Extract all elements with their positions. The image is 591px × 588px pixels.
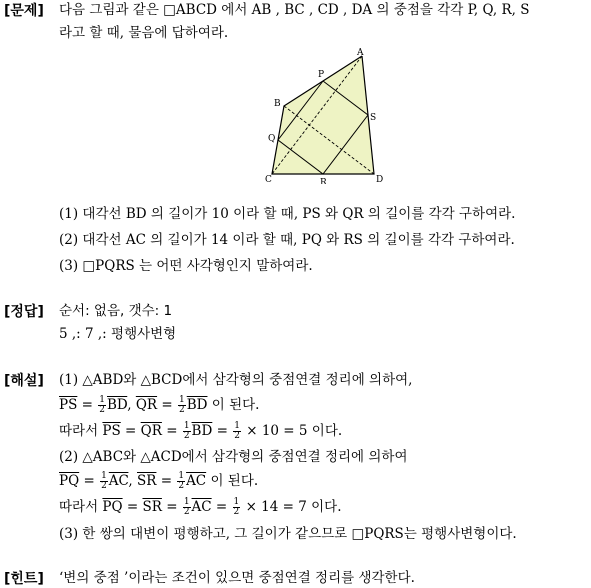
problem-line-2: 라고 할 때, 물음에 답하여라. — [59, 25, 229, 41]
question-3: (3) □PQRS 는 어떤 사각형인지 말하여라. — [59, 258, 313, 274]
solution-line-3: 따라서 $\overline{PS} = \overline{QR}$ = $\frac{1}{2}$ $\overline{BD}$ = $\frac{1}{2}$ × 10 = 5 이다. — [59, 421, 343, 441]
fraction-half: $\frac{1}{2}$ — [233, 497, 240, 517]
fraction-half: $\frac{1}{2}$ — [183, 421, 190, 441]
comma: , — [127, 397, 136, 413]
solution-line-1: (1) △ABD와 △BCD에서 삼각형의 중점연결 정리에 의하여, — [59, 372, 413, 388]
fraction-half: $\frac{1}{2}$ — [178, 471, 185, 491]
label-b: B — [274, 99, 281, 109]
question-2: (2) 대각선 AC 의 길이가 14 이라 할 때, PQ 와 RS 의 길이를 각각 구하여라. — [59, 232, 515, 248]
label-s: S — [370, 113, 377, 123]
label-d: D — [376, 175, 384, 184]
label-p: P — [318, 70, 325, 80]
solution-line-5: $\overline{PQ}$ = $\frac{1}{2}$ $\overline{AC}$, $\overline{SR}$ = $\frac{1}{2}$ $\overline{AC}$ 이 된다. — [59, 471, 259, 491]
fraction-half: $\frac{1}{2}$ — [101, 471, 107, 491]
tail: 이 된다. — [207, 397, 260, 413]
label-q: Q — [268, 134, 276, 144]
eq: = — [157, 397, 177, 413]
question-1: (1) 대각선 BD 의 길이가 10 이라 할 때, PS 와 QR 의 길이를 각각 구하여라. — [59, 206, 516, 222]
fraction-half: $\frac{1}{2}$ — [234, 421, 240, 441]
fraction-half: $\frac{1}{2}$ — [178, 395, 185, 415]
label-r: R — [320, 178, 327, 184]
hint-tag: [힌트] — [4, 571, 44, 587]
problem-tag: [문제] — [4, 3, 44, 19]
solution-line-2 — [59, 396, 259, 415]
hint-text: ‘변의 중점 ’이라는 조건이 있으면 중점연결 정리를 생각한다. — [59, 570, 415, 586]
solution-tag: [해설] — [4, 373, 44, 389]
solution-line-4: (2) △ABC와 △ACD에서 삼각형의 중점연결 정리에 의하여 — [59, 449, 408, 465]
fraction-half: $\frac{1}{2}$ — [183, 497, 190, 517]
seg-qr: $\overline{QR}$ — [135, 397, 158, 413]
fraction-half: $\frac{1}{2}$ — [99, 395, 105, 415]
label-c: C — [265, 175, 272, 184]
problem-line-1: 다음 그림과 같은 □ABCD 에서 AB , BC , CD , DA 의 중점을 각각 P, Q, R, S — [59, 2, 530, 18]
answer-line-2: 5 ,: 7 ,: 평행사변형 — [59, 326, 177, 342]
eq: = — [77, 397, 98, 413]
answer-line-1: 순서: 없음, 갯수: 1 — [59, 303, 173, 319]
seg-ps: $\overline{PS}$ — [59, 397, 78, 413]
label-a: A — [357, 48, 364, 58]
seg-bd: $\overline{BD}$ — [186, 397, 208, 413]
solution-line-6: 따라서 $\overline{PQ} = \overline{SR}$ = $\frac{1}{2}$ $\overline{AC}$ = $\frac{1}{2}$ × 14 = 7 이다. — [59, 497, 342, 517]
seg-bd: $\overline{BD}$ — [106, 397, 128, 413]
solution-line-7: (3) 한 쌍의 대변이 평행하고, 그 길이가 같으므로 □PQRS는 평행사변형이다. — [59, 526, 517, 542]
answer-tag: [정답] — [4, 304, 44, 320]
quadrilateral-figure — [256, 44, 392, 184]
